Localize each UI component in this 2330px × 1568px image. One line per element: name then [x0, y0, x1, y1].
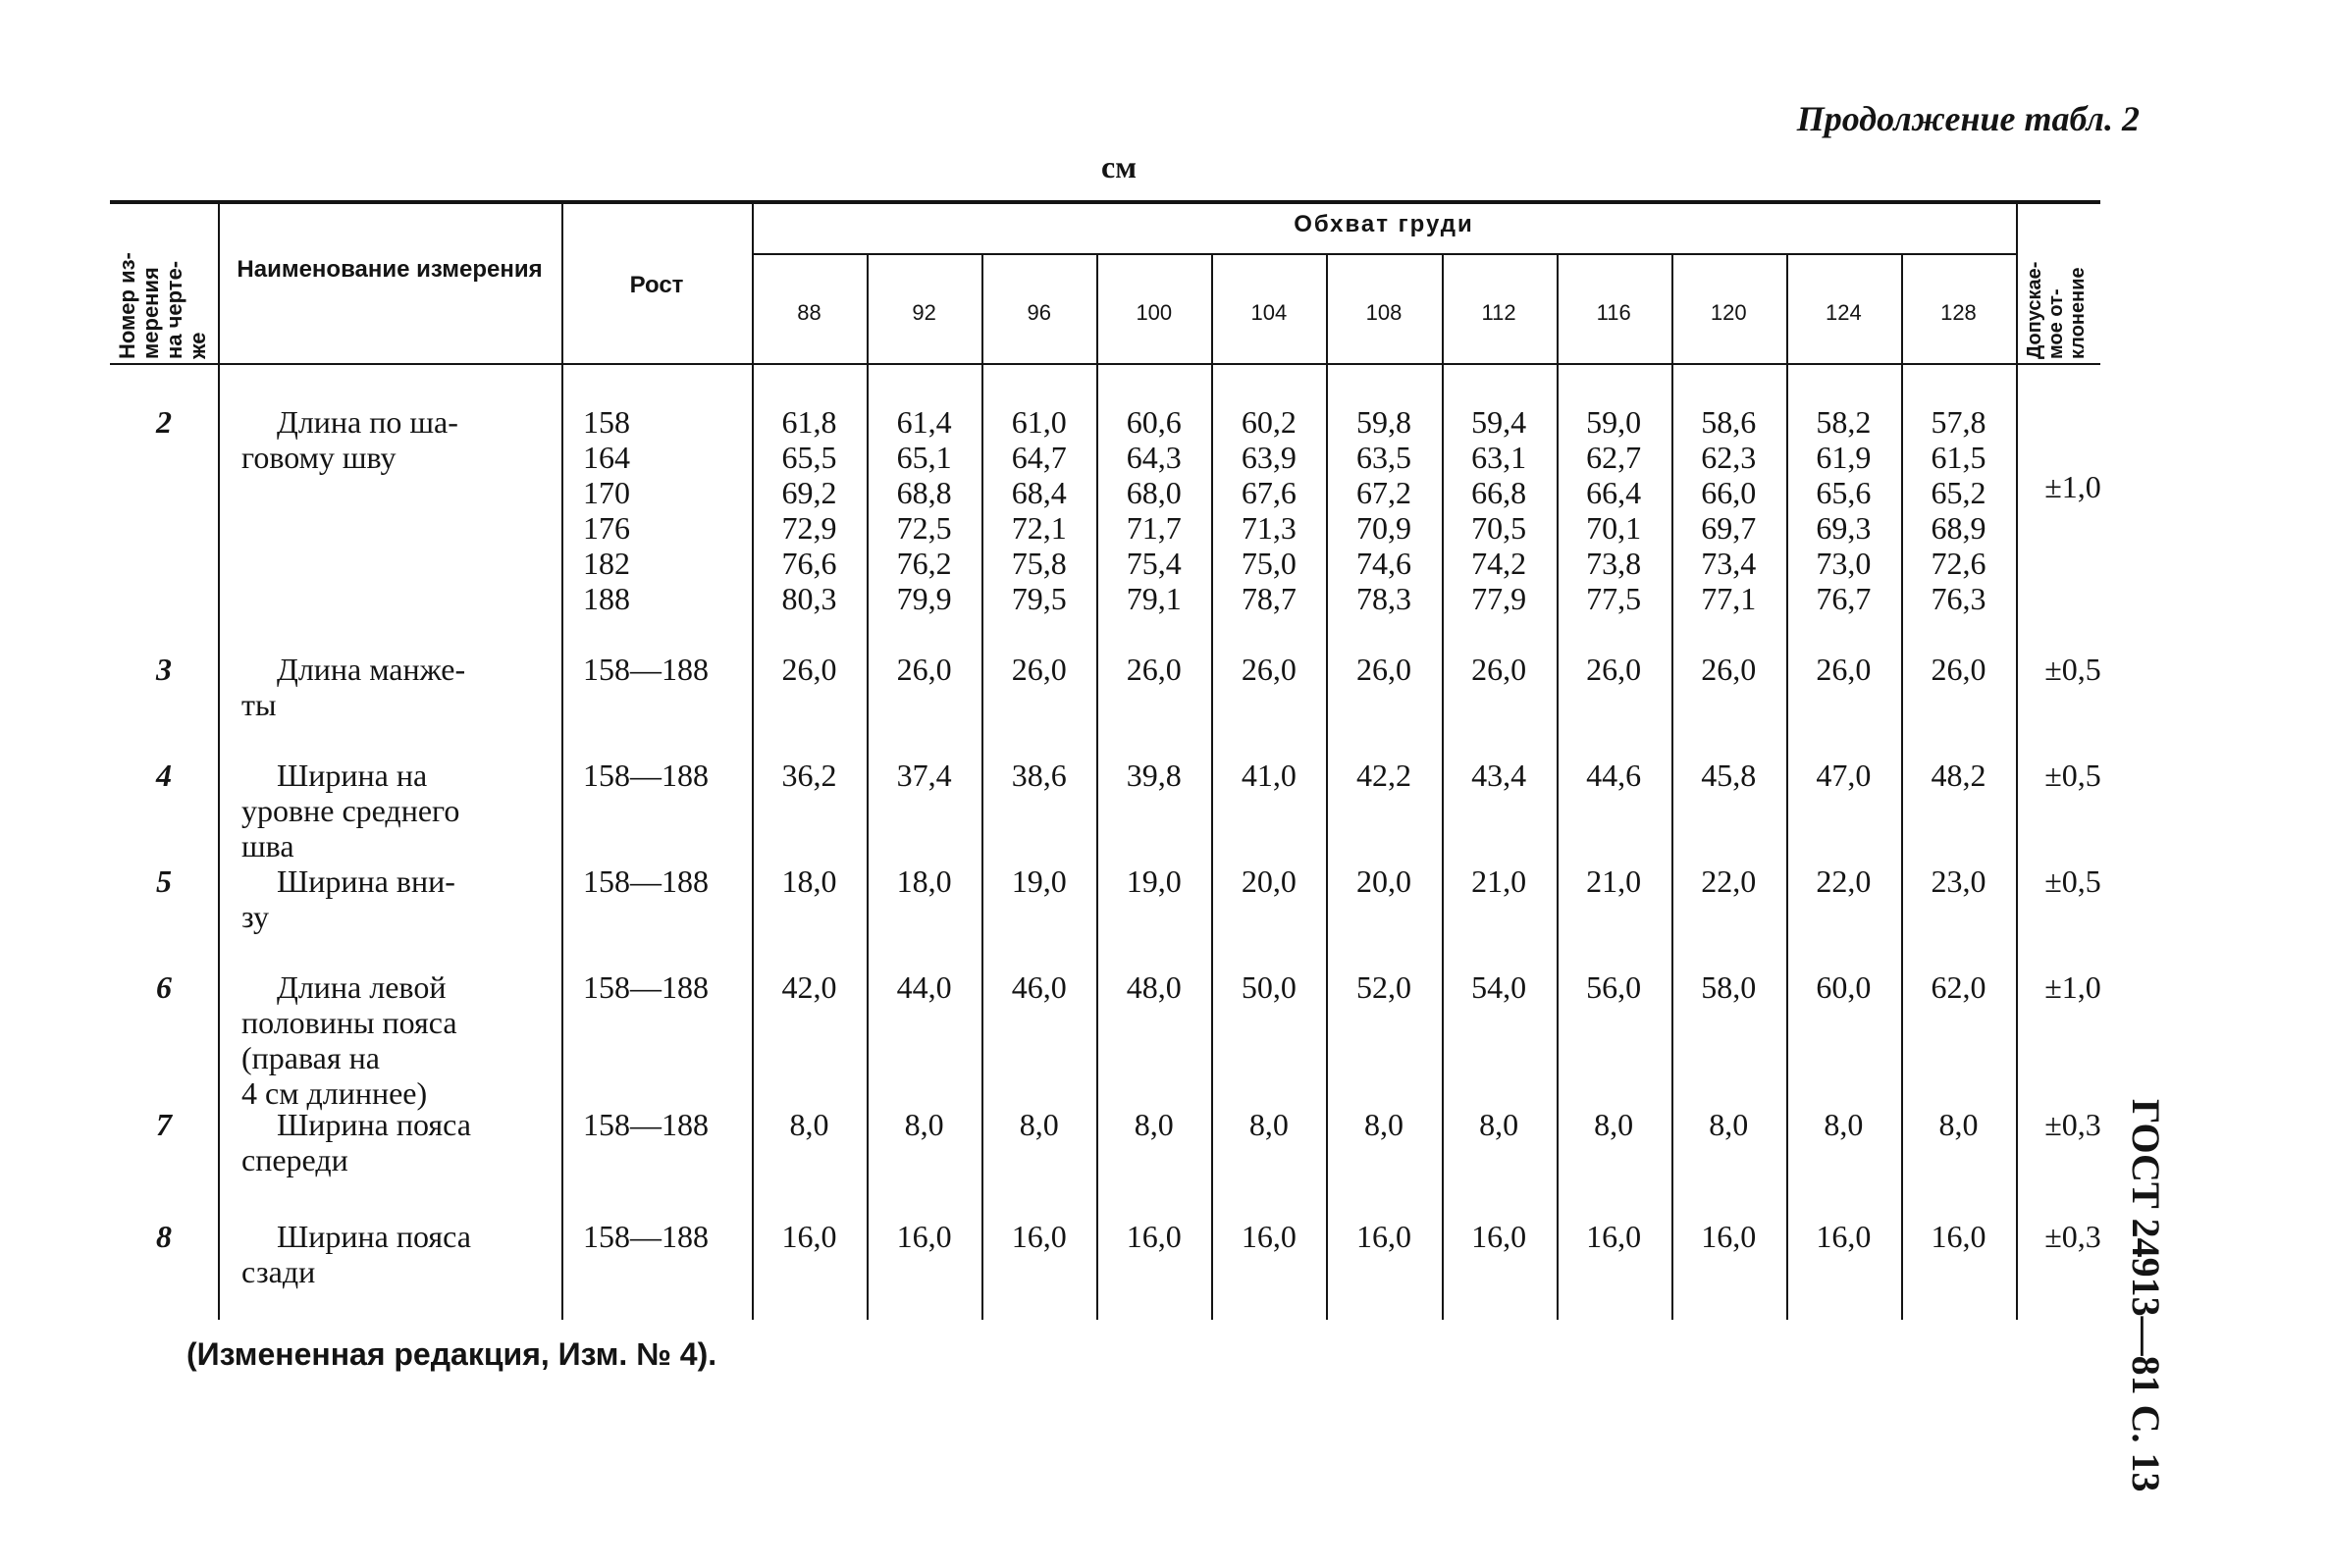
tolerance-value: ±0,5	[2044, 863, 2101, 899]
height-value: 158 164 170 176 182 188	[583, 404, 630, 616]
measurement-value: 54,0	[1471, 969, 1527, 1005]
measurement-value: 20,0	[1241, 863, 1297, 899]
measurement-value: 22,0	[1816, 863, 1872, 899]
measurement-value: 61,8 65,5 69,2 72,9 76,6 80,3	[781, 404, 837, 616]
measurement-value: 18,0	[781, 863, 837, 899]
row-number: 2	[156, 404, 172, 440]
header-chest-size: 116	[1596, 300, 1631, 325]
measurement-value: 61,4 65,1 68,8 72,5 76,2 79,9	[896, 404, 952, 616]
measurement-value: 59,8 63,5 67,2 70,9 74,6 78,3	[1355, 404, 1411, 616]
measurement-value: 56,0	[1586, 969, 1642, 1005]
measurement-value: 41,0	[1241, 758, 1297, 793]
measurement-value: 8,0	[904, 1107, 944, 1142]
header-chest-size: 104	[1250, 300, 1288, 325]
column-divider	[218, 200, 220, 1320]
measurement-value: 26,0	[1471, 652, 1527, 687]
height-value: 158—188	[583, 969, 709, 1005]
measurement-value: 37,4	[896, 758, 952, 793]
measurement-value: 46,0	[1011, 969, 1067, 1005]
height-value: 158—188	[583, 652, 709, 687]
measurement-value: 59,4 63,1 66,8 70,5 74,2 77,9	[1471, 404, 1527, 616]
measurement-value: 16,0	[1011, 1219, 1067, 1254]
measurement-value: 8,0	[1363, 1107, 1403, 1142]
measurement-value: 26,0	[896, 652, 952, 687]
measurement-name: Ширина на уровне среднего шва	[241, 758, 460, 863]
measurement-value: 21,0	[1586, 863, 1642, 899]
measurement-value: 39,8	[1126, 758, 1182, 793]
header-chest-size: 108	[1365, 300, 1403, 325]
measurement-value: 8,0	[1019, 1107, 1059, 1142]
header-name: Наименование измерения	[237, 256, 543, 283]
measurement-value: 16,0	[1126, 1219, 1182, 1254]
unit-label: см	[1101, 149, 1137, 184]
tolerance-value: ±0,5	[2044, 652, 2101, 687]
measurement-value: 26,0	[1816, 652, 1872, 687]
tolerance-value: ±0,3	[2044, 1107, 2101, 1142]
measurement-value: 50,0	[1241, 969, 1297, 1005]
header-bottom-border	[110, 363, 2100, 365]
measurement-value: 16,0	[1471, 1219, 1527, 1254]
header-chest-size: 100	[1136, 300, 1173, 325]
height-value: 158—188	[583, 1219, 709, 1254]
measurement-value: 58,6 62,3 66,0 69,7 73,4 77,1	[1701, 404, 1757, 616]
header-chest-size: 92	[912, 300, 936, 325]
measurement-value: 58,2 61,9 65,6 69,3 73,0 76,7	[1816, 404, 1872, 616]
measurement-value: 8,0	[1248, 1107, 1289, 1142]
measurement-value: 26,0	[1586, 652, 1642, 687]
tolerance-value: ±0,5	[2044, 758, 2101, 793]
row-number: 6	[156, 969, 172, 1005]
column-divider	[561, 200, 563, 1320]
measurement-value: 26,0	[1355, 652, 1411, 687]
measurement-value: 8,0	[1594, 1107, 1634, 1142]
measurement-value: 19,0	[1011, 863, 1067, 899]
row-number: 5	[156, 863, 172, 899]
measurement-value: 16,0	[1816, 1219, 1872, 1254]
measurement-value: 16,0	[896, 1219, 952, 1254]
measurement-value: 16,0	[1355, 1219, 1411, 1254]
measurement-value: 8,0	[1479, 1107, 1519, 1142]
row-number: 8	[156, 1219, 172, 1254]
measurement-value: 48,0	[1126, 969, 1182, 1005]
measurement-value: 23,0	[1931, 863, 1986, 899]
measurement-value: 16,0	[1241, 1219, 1297, 1254]
measurement-value: 62,0	[1931, 969, 1986, 1005]
height-value: 158—188	[583, 758, 709, 793]
header-tolerance: Допускае- мое от- клонение	[2024, 261, 2089, 359]
revision-note: (Измененная редакция, Изм. № 4).	[186, 1336, 717, 1372]
tolerance-value: ±0,3	[2044, 1219, 2101, 1254]
header-chest-size: 120	[1710, 300, 1747, 325]
measurement-value: 60,0	[1816, 969, 1872, 1005]
measurement-value: 20,0	[1355, 863, 1411, 899]
measurement-value: 58,0	[1701, 969, 1757, 1005]
measurement-value: 26,0	[1701, 652, 1757, 687]
measurement-value: 42,2	[1355, 758, 1411, 793]
measurement-name: Длина по ша- говому шву	[241, 404, 458, 475]
measurement-value: 16,0	[1701, 1219, 1757, 1254]
continuation-title: Продолжение табл. 2	[1796, 99, 2140, 138]
measurement-value: 43,4	[1471, 758, 1527, 793]
header-number: Номер из- мерения на черте- же	[115, 252, 210, 359]
measurement-name: Ширина пояса сзади	[241, 1219, 471, 1289]
measurement-value: 26,0	[1011, 652, 1067, 687]
header-chest-size: 124	[1825, 300, 1862, 325]
measurement-value: 59,0 62,7 66,4 70,1 73,8 77,5	[1586, 404, 1642, 616]
measurement-value: 38,6	[1011, 758, 1067, 793]
header-chest-group: Обхват груди	[1294, 211, 1474, 237]
measurement-value: 21,0	[1471, 863, 1527, 899]
measurement-value: 16,0	[1931, 1219, 1986, 1254]
measurement-value: 47,0	[1816, 758, 1872, 793]
measurement-value: 16,0	[781, 1219, 837, 1254]
measurement-value: 36,2	[781, 758, 837, 793]
measurement-value: 16,0	[1586, 1219, 1642, 1254]
measurement-name: Длина манже- ты	[241, 652, 466, 722]
chest-group-divider	[752, 253, 2016, 255]
table-top-border	[110, 200, 2100, 204]
measurement-value: 8,0	[1824, 1107, 1864, 1142]
tolerance-value: ±1,0	[2044, 969, 2101, 1005]
measurement-value: 8,0	[1938, 1107, 1979, 1142]
measurement-value: 45,8	[1701, 758, 1757, 793]
height-value: 158—188	[583, 863, 709, 899]
measurement-value: 52,0	[1355, 969, 1411, 1005]
header-height: Рост	[629, 272, 684, 298]
measurement-name: Ширина пояса спереди	[241, 1107, 471, 1177]
measurement-name: Длина левой половины пояса (правая на 4 см длиннее)	[241, 969, 457, 1111]
measurement-value: 60,2 63,9 67,6 71,3 75,0 78,7	[1241, 404, 1297, 616]
measurement-value: 26,0	[781, 652, 837, 687]
row-number: 3	[156, 652, 172, 687]
measurement-value: 8,0	[789, 1107, 829, 1142]
measurement-value: 48,2	[1931, 758, 1986, 793]
measurement-value: 18,0	[896, 863, 952, 899]
measurement-value: 8,0	[1134, 1107, 1174, 1142]
measurement-value: 60,6 64,3 68,0 71,7 75,4 79,1	[1126, 404, 1182, 616]
measurement-value: 61,0 64,7 68,4 72,1 75,8 79,5	[1011, 404, 1067, 616]
measurement-value: 44,6	[1586, 758, 1642, 793]
header-chest-size: 112	[1481, 300, 1516, 325]
header-chest-size: 88	[797, 300, 821, 325]
measurement-value: 26,0	[1931, 652, 1986, 687]
measurement-value: 26,0	[1241, 652, 1297, 687]
measurement-name: Ширина вни- зу	[241, 863, 455, 934]
height-value: 158—188	[583, 1107, 709, 1142]
measurement-value: 8,0	[1709, 1107, 1749, 1142]
measurement-value: 26,0	[1126, 652, 1182, 687]
header-chest-size: 96	[1027, 300, 1051, 325]
measurement-value: 19,0	[1126, 863, 1182, 899]
measurement-value: 57,8 61,5 65,2 68,9 72,6 76,3	[1931, 404, 1986, 616]
measurement-value: 42,0	[781, 969, 837, 1005]
side-standard-label: ГОСТ 24913—81 С. 13	[2124, 1099, 2168, 1492]
measurement-value: 22,0	[1701, 863, 1757, 899]
row-number: 7	[156, 1107, 172, 1142]
tolerance-value: ±1,0	[2044, 469, 2101, 504]
row-number: 4	[156, 758, 172, 793]
measurement-value: 44,0	[896, 969, 952, 1005]
header-chest-size: 128	[1940, 300, 1977, 325]
